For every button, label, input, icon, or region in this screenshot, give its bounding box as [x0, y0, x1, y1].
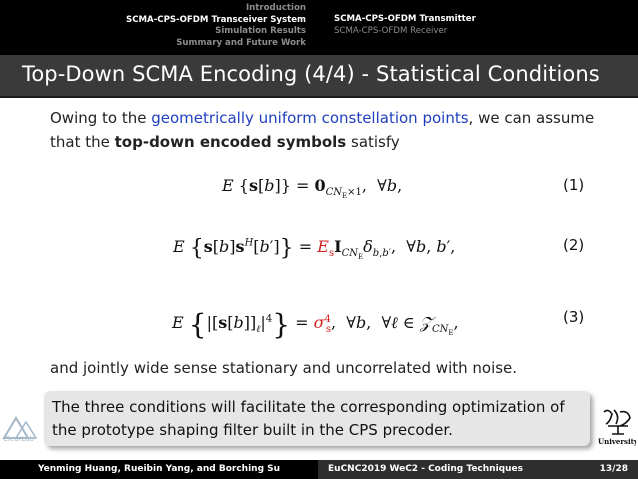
equation-3-number: (3): [563, 308, 585, 326]
summary-block-text: The three conditions will facilitate the corresponding optimization of the prototype shaping filter built in the CPS precoder.: [52, 398, 565, 439]
footer-event: EuCNC2019 WeC2 - Coding Techniques: [318, 460, 533, 479]
intro-highlight: geometrically uniform constellation points: [151, 109, 469, 127]
equation-2-body: E $\{s[b]s^H[b']\} = E_sI_{CN_E}\delta_{b,b'}$, ∀b, b′,: [173, 236, 456, 262]
intro-text-1: Owing to the: [50, 109, 152, 127]
university-logo: [598, 404, 636, 446]
navigation-header: [0, 0, 638, 55]
intro-text-2: , we can assume that the: [50, 109, 595, 151]
intro-bold: top-down encoded symbols: [114, 133, 347, 151]
nav-section-summary[interactable]: Summary and Future Work: [176, 37, 306, 48]
slide-title-bar: [0, 55, 638, 98]
equation-3: [0, 308, 638, 342]
university-seal-icon: [598, 404, 636, 446]
nav-subsection-transmitter[interactable]: SCMA-CPS-OFDM Transmitter: [334, 14, 476, 24]
section-list: [0, 3, 306, 49]
svg-text:University: University: [598, 437, 636, 446]
footer-authors: Yenming Huang, Rueibin Yang, and Borching Su: [0, 460, 318, 479]
intro-paragraph: [50, 106, 610, 154]
nav-section-transceiver[interactable]: SCMA-CPS-OFDM Transceiver System: [126, 14, 306, 25]
svg-text:ClearLab: ClearLab: [3, 435, 34, 442]
slide-title: Top-Down SCMA Encoding (4/4) - Statistical Conditions: [22, 62, 600, 86]
slide-footer: [0, 460, 638, 479]
equation-2-number: (2): [563, 236, 585, 254]
nav-section-simulation[interactable]: Simulation Results: [215, 26, 306, 36]
conclusion-text: and jointly wide sense stationary and uncorrelated with noise.: [50, 359, 518, 377]
equation-1-body: E $\{s[b]\} = 0_{CN_E\times 1}$, ∀b,: [222, 176, 403, 201]
equation-2: [0, 236, 638, 270]
equation-1: [0, 176, 638, 210]
lab-logo: [2, 412, 44, 442]
subsection-list: [334, 14, 476, 37]
footer-page-number: 13/28: [533, 460, 638, 479]
intro-text-3: satisfy: [346, 133, 400, 151]
equation-1-number: (1): [563, 176, 585, 194]
nav-section-introduction[interactable]: Introduction: [245, 3, 306, 13]
nav-subsection-receiver[interactable]: SCMA-CPS-OFDM Receiver: [334, 25, 448, 36]
lab-logo-icon: [2, 412, 44, 442]
equation-3-body: E $\{|[s[b]]_\ell|^4\} = \sigma^4_s$, ∀b, ∀ℓ ∈ 𝒵$_{CN_E}$,: [172, 308, 459, 341]
summary-block: [44, 391, 590, 446]
